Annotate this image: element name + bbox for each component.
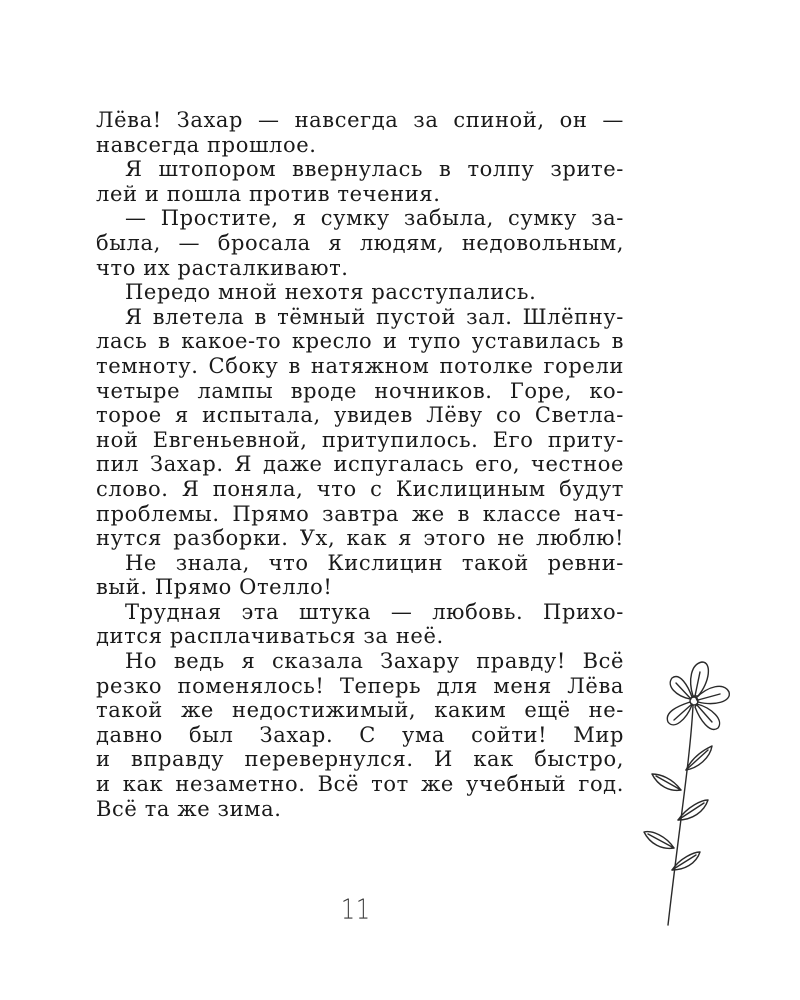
- text-line: Я штопором ввернулась в толпу зрите-: [125, 157, 624, 182]
- text-line: Я влетела в тёмный пустой зал. Шлёпну-: [125, 304, 624, 329]
- flower-icon: [636, 650, 746, 930]
- text-line: навсегда прошлое.: [96, 132, 317, 157]
- text-line: Не знала, что Кислицин такой ревни-: [125, 550, 624, 575]
- text-line: — Простите, я сумку забыла, сумку за-: [125, 206, 624, 231]
- page-number: 11: [341, 894, 371, 927]
- text-line: Но ведь я сказала Захару правду! Всё: [125, 649, 624, 674]
- text-line: и вправду перевернулся. И как быстро,: [96, 747, 624, 772]
- text-line: пил Захар. Я даже испугалась его, честное: [96, 452, 624, 477]
- text-line: давно был Захар. С ума сойти! Мир: [96, 722, 624, 747]
- text-line: нутся разборки. Ух, как я этого не люблю!: [96, 526, 624, 551]
- text-line: резко поменялось! Теперь для меня Лёва: [96, 673, 624, 698]
- text-line: ной Евгеньевной, притупилось. Его приту-: [96, 427, 624, 452]
- text-line: Передо мной нехотя расступались.: [125, 280, 537, 305]
- text-line: Трудная эта штука — любовь. Прихо-: [125, 599, 624, 624]
- text-line: что их расталкивают.: [96, 255, 349, 280]
- text-line: торое я испытала, увидев Лёву со Светла-: [96, 403, 624, 428]
- text-line: такой же недостижимый, каким ещё не-: [96, 698, 624, 723]
- text-line: Лёва! Захар — навсегда за спиной, он —: [96, 108, 624, 132]
- text-line: слово. Я поняла, что с Кислициным будут: [96, 476, 624, 501]
- text-line: Всё та же зима.: [96, 796, 282, 821]
- text-line: лей и пошла против течения.: [96, 181, 441, 206]
- body-text: [96, 108, 624, 821]
- text-line: четыре лампы вроде ночников. Горе, ко-: [96, 378, 624, 403]
- text-line: лась в какое-то кресло и тупо уставилась в: [96, 329, 624, 354]
- text-line: вый. Прямо Отелло!: [96, 575, 333, 600]
- text-line: была, — бросала я людям, недовольным,: [96, 230, 624, 255]
- text-line: темноту. Сбоку в натяжном потолке горели: [96, 353, 624, 378]
- text-line: проблемы. Прямо завтра же в классе нач-: [96, 501, 624, 526]
- text-line: дится расплачиваться за неё.: [96, 624, 444, 649]
- text-line: и как незаметно. Всё тот же учебный год.: [96, 772, 624, 797]
